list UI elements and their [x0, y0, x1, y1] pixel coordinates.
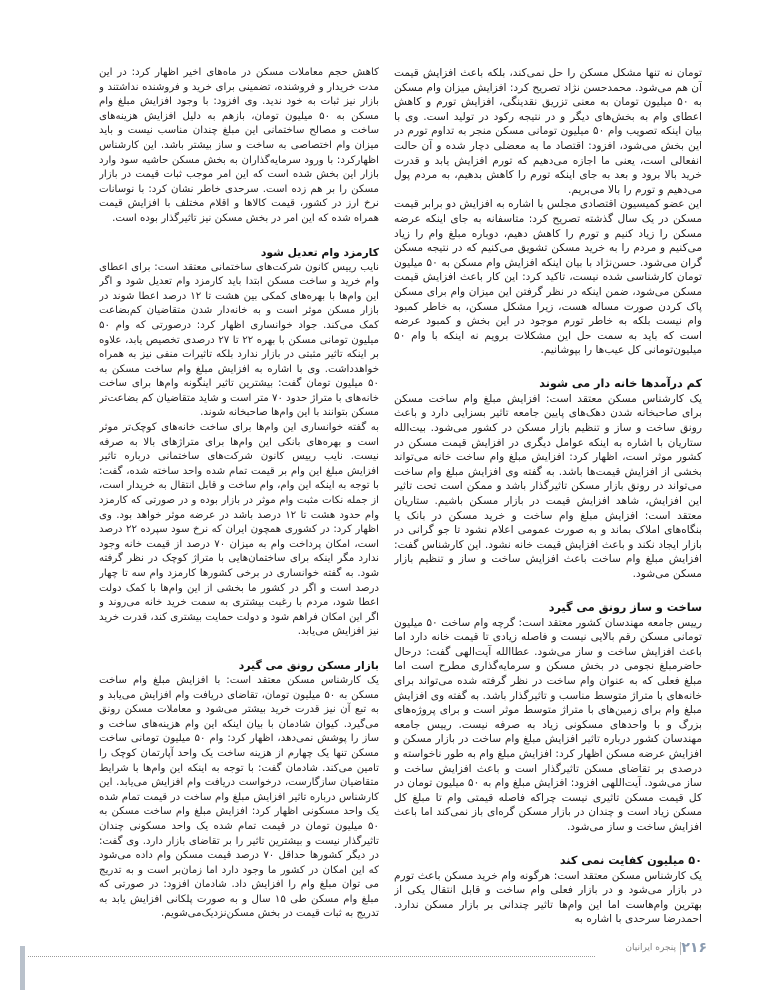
publication-name: پنجره ایرانیان: [625, 943, 676, 953]
left-column: [99, 66, 379, 932]
page-number: ۲۱۶: [681, 940, 707, 956]
article-paragraph: کاهش حجم معاملات مسکن در ماه‌های اخیر اظهار کرد: در این مدت خریدار و فروشنده، تضمینی برای خرید و فروشنده نداشتند و بازار نیز ثبات به خود ندید. وی افزود: با وجود افزایش مبلغ وام مسکن به ۵۰ میلیون تومان، بازهم به دلیل افزایش هزینه‌های ساخت و مصالح ساختمانی این مبلغ چندان مناسب نیست و باید میزان وام اختصاصی به ساخت و ساز بیشتر باشد. این کارشناس اظهارکرد: با ورود سرمایه‌گذاران به بخش مسکن حاشیه سود وارد بازار این بخش شده است که این امر موجب ثبات قیمت در بازار مسکن را بر هم زده است. سرحدی خاطر نشان کرد: با نوسانات نرخ ارز در کشور، قیمت کالاها و اقلام مختلف با افزایش قیمت همراه شده که این امر در بخش مسکن نیز تاثیرگذار بوده است.: [99, 67, 379, 224]
article-paragraph: تومان نه تنها مشکل مسکن را حل نمی‌کند، بلکه باعث افزایش قیمت آن هم می‌شود. محمدحسن نژاد تصریح کرد: افزایش میزان وام مسکن به ۵۰ میلیون تومان به معنی تزریق نقدینگی، افزایش تورم و کاهش اعطای وام به بخش‌های دیگر و در نتیجه رکود در تولید است. وی با بیان اینکه تصویب وام ۵۰ میلیون تومانی مسکن منجر به تداوم تورم در این بخش می‌شود، افزود: اقتصاد ما به معضلی دچار شده و آن حالت انفعالی است، یعنی ما اجازه می‌دهیم که تورم افزایش یابد و قدرت خرید بالا برود و بعد به جای اینکه تورم را کاهش بدهیم، به مردم پول می‌دهیم و تورم را بالا می‌بریم.: [394, 67, 702, 196]
article-paragraph: یک کارشناس مسکن معتقد است: هرگونه وام خرید مسکن باعث تورم در بازار می‌شود و در بازار فعلی وام ساخت و قابل انتقال یکی از بهترین وام‌هاست اما این وام‌ها تاثیر چندانی بر بازار مسکن ندارد. احمدرضا سرحدی با اشاره به: [394, 869, 702, 926]
article-paragraph: یک کارشناس مسکن معتقد است: با افزایش مبلغ وام ساخت مسکن به ۵۰ میلیون تومان، تقاضای دریافت وام افزایش می‌یابد و به تبع آن نیز قدرت خرید بیشتر می‌شود و معاملات مسکن رونق می‌گیرد. کیوان شادمان با بیان اینکه این وام هزینه‌های ساخت و ساز را پوشش نمی‌دهد، اظهار کرد: وام ۵۰ میلیون تومانی ساخت مسکن تنها یک چهارم از هزینه ساخت یک واحد آپارتمان کوچک را تامین می‌کند. شادمان گفت: با توجه به اینکه این وام‌ها با شرایط متقاضیان سازگارست، درخواست دریافت وام افزایش می‌یابد. این کارشناس درباره تاثیر افزایش مبلغ وام ساخت در قیمت تمام شده یک واحد مسکونی اظهار کرد: افزایش مبلغ وام ساخت مسکن به ۵۰ میلیون تومان در قیمت تمام شده یک واحد مسکونی چندان تاثیرگذار نیست و بیشترین تاثیر را بر تقاضای بازار دارد. وی گفت: در دیگر کشورها حداقل ۷۰ درصد قیمت مسکن وام داده می‌شود که این امکان در کشور ما وجود دارد اما زمان‌بر است و به تدریج می توان مبلغ وام را افزایش داد. شادمان افزود: در صورتی که مبلغ وام مسکن طی ۱۵ سال و به صورت پلکانی افزایش یابد به تدریج به ثبات قیمت در بخش مسکن‌نزدیک‌می‌شویم.: [99, 674, 379, 920]
right-column: [394, 66, 702, 932]
page-edge-tab: [20, 946, 25, 990]
section-heading: ساخت و ساز رونق می گیرد: [548, 600, 702, 614]
section-heading: ۵۰ میلیون کفایت نمی کند: [559, 853, 702, 867]
footer-dotted-rule: [28, 956, 595, 957]
section-heading: بازار مسکن رونق می گیرد: [238, 658, 379, 672]
section-heading: کم درآمدها خانه دار می شوند: [539, 376, 702, 390]
article-paragraph: به گفته خوانساری این وام‌ها برای ساخت خانه‌های کوچک‌تر موثر است و بهره‌های بانکی این وام‌ها برای متراژهای بالا به صرفه نیست. نایب رییس کانون شرکت‌های ساختمانی درباره تاثیر افزایش مبلغ این وام بر قیمت تمام شده واحد ساخته شده، گفت: با توجه به اینکه این وام، وام ساخت و قابل انتقال به خریدار است، از جمله نکات مثبت وام موثر در بازار بوده و در صورتی که کارمزد وام حدود هشت تا ۱۲ درصد باشد در عرضه موثر خواهد بود. وی اظهار کرد: در کشوری همچون ایران که نرخ سود سپرده ۲۲ درصد است، امکان پرداخت وام به میزان ۷۰ درصد از قیمت خانه وجود ندارد مگر اینکه برای ساختمان‌هایی با متراژ کوچک در نظر گرفته شود. به گفته خوانساری در برخی کشورها کارمزد وام سه تا چهار درصد است و اگر در کشور ما بخشی از این وام‌ها با کمک دولت اعطا شود، مردم با رغبت بیشتری به سمت خرید خانه می‌روند و اگر این امکان فراهم شود و دولت حمایت بیشتری کند، قدرت خرید نیز افزایش می‌یابد.: [99, 422, 379, 638]
article-paragraph: رییس جامعه مهندسان کشور معتقد است: گرچه وام ساخت ۵۰ میلیون تومانی مسکن رقم بالایی نیست و فاصله زیادی تا قیمت خانه دارد اما باعث افزایش ساخت و ساز می‌شود. عطاالله آیت‌الهی گفت: درحال حاضرمبلغ نجومی در بخش مسکن و سرمایه‌گذاری مطرح است اما مبلغ فعلی که به عنوان وام ساخت در نظر گرفته شده می‌تواند برای خانه‌های با متراژ متوسط مناسب و تاثیرگذار باشد. به گفته وی افزایش مبلغ وام برای زمین‌های با متراژ متوسط موثر است و برای پروژه‌های بزرگ و با واحدهای مسکونی زیاد به صرفه نیست. رییس جامعه مهندسان کشور درباره تاثیر افزایش مبلغ وام ساخت در بازار مسکن و افزایش عرضه مسکن اظهار کرد: افزایش مبلغ وام به طور ناخواسته و درصدی بر تقاضای مسکن تاثیرگذار است و باعث افزایش ساخت و ساز می‌شود. آیت‌اللهی افزود: افزایش مبلغ وام به ۵۰ میلیون تومان در کل قیمت مسکن تاثیری نیست چراکه فاصله قیمتی وام تا مبلغ کل مسکن زیاد است و چندان در بازار مسکن گره‌ای باز نمی‌کند اما باعث افزایش ساخت و ساز می‌شود.: [394, 616, 702, 833]
article-paragraph: نایب رییس کانون شرکت‌های ساختمانی معتقد است: برای اعطای وام خرید و ساخت مسکن ابتدا باید کارمزد وام تعدیل شود و اگر این وام‌ها با بهره‌های کمکی بین هشت تا ۱۲ درصد اعطا شوند در بازار مسکن موثر است و به خانه‌دار شدن متقاضیان کم‌بضاعت کمک می‌کند. جواد خوانساری اظهار کرد: درصورتی که وام ۵۰ میلیون تومانی مسکن با بهره ۲۲ تا ۲۷ درصدی تخصیص یابد، علاوه بر اینکه تاثیر مثبتی در بازار ندارد بلکه تاثیرات منفی نیز به همراه خواهدداشت. وی با اشاره به افزایش مبلغ وام ساخت مسکن به ۵۰ میلیون تومان گفت: بیشترین تاثیر اینگونه وام‌ها برای ساخت خانه‌های با متراژ حدود ۷۰ متر است و شاید متقاضیان کم بضاعت‌تر مسکن بتوانند با این وام‌ها صاحبخانه شوند.: [99, 261, 379, 419]
article-paragraph: این عضو کمیسیون اقتصادی مجلس با اشاره به افزایش دو برابر قیمت مسکن در یک سال گذشته تصریح کرد: متاسفانه به جای اینکه عرضه مسکن را زیاد کنیم و تورم را کاهش دهیم، دوباره مبلغ وام را زیاد می‌کنیم و مردم را به خرید مسکن تشویق می‌کنیم که در نتیجه مسکن گران می‌شود. حسن‌نژاد با بیان اینکه افزایش وام مسکن به ۵۰ میلیون تومان کارشناسی شده نیست، تاکید کرد: این کار باعث افزایش قیمت مسکن می‌شود، ضمن اینکه در نظر گرفتن این میزان وام برای مسکن پاک کردن صورت مساله هست، زیرا مشکل مسکن، به خاطر کمبود وام نیست بلکه به خاطر تورم موجود در این بخش و کمبود عرضه است که باید به سمت حل این مشکلات برویم نه اینکه با وام ۵۰ میلیون‌تومانی کل عیب‌ها را بپوشانیم.: [394, 198, 702, 357]
article-paragraph: یک کارشناس مسکن معتقد است: افزایش مبلغ وام ساخت مسکن برای صاحبخانه شدن دهک‌های پایین جامعه تاثیر بسزایی دارد و باعث رونق ساخت و ساز و تنظیم بازار مسکن در کشور می‌شود. بیت‌الله ستاریان با اشاره به اینکه عوامل دیگری در افزایش قیمت مسکن در کشور موثر است، اظهار کرد: افزایش مبلغ وام ساخت خانه می‌تواند بخشی از افزایش قیمت‌ها باشد. به گفته وی افزایش مبلغ وام ساخت می‌تواند در رونق بازار مسکن تاثیرگذار باشد و ممکن است تحت تاثیر این افزایش، شاهد افزایش قیمت در بازار مسکن باشیم. ستاریان معتقد است: افزایش مبلغ وام ساخت و خرید مسکن در بانک یا بنگاه‌های املاک بماند و به صورت عمومی اعلام نشود تا جو گرانی در بازار ایجاد نکند و باعث افزایش قیمت خانه نشود. این کارشناس گفت: افزایش مبلغ وام ساخت باعث افزایش ساخت و ساز و تنظیم بازار مسکن می‌شود.: [394, 392, 702, 580]
section-heading: کارمزد وام تعدیل شود: [260, 245, 379, 259]
